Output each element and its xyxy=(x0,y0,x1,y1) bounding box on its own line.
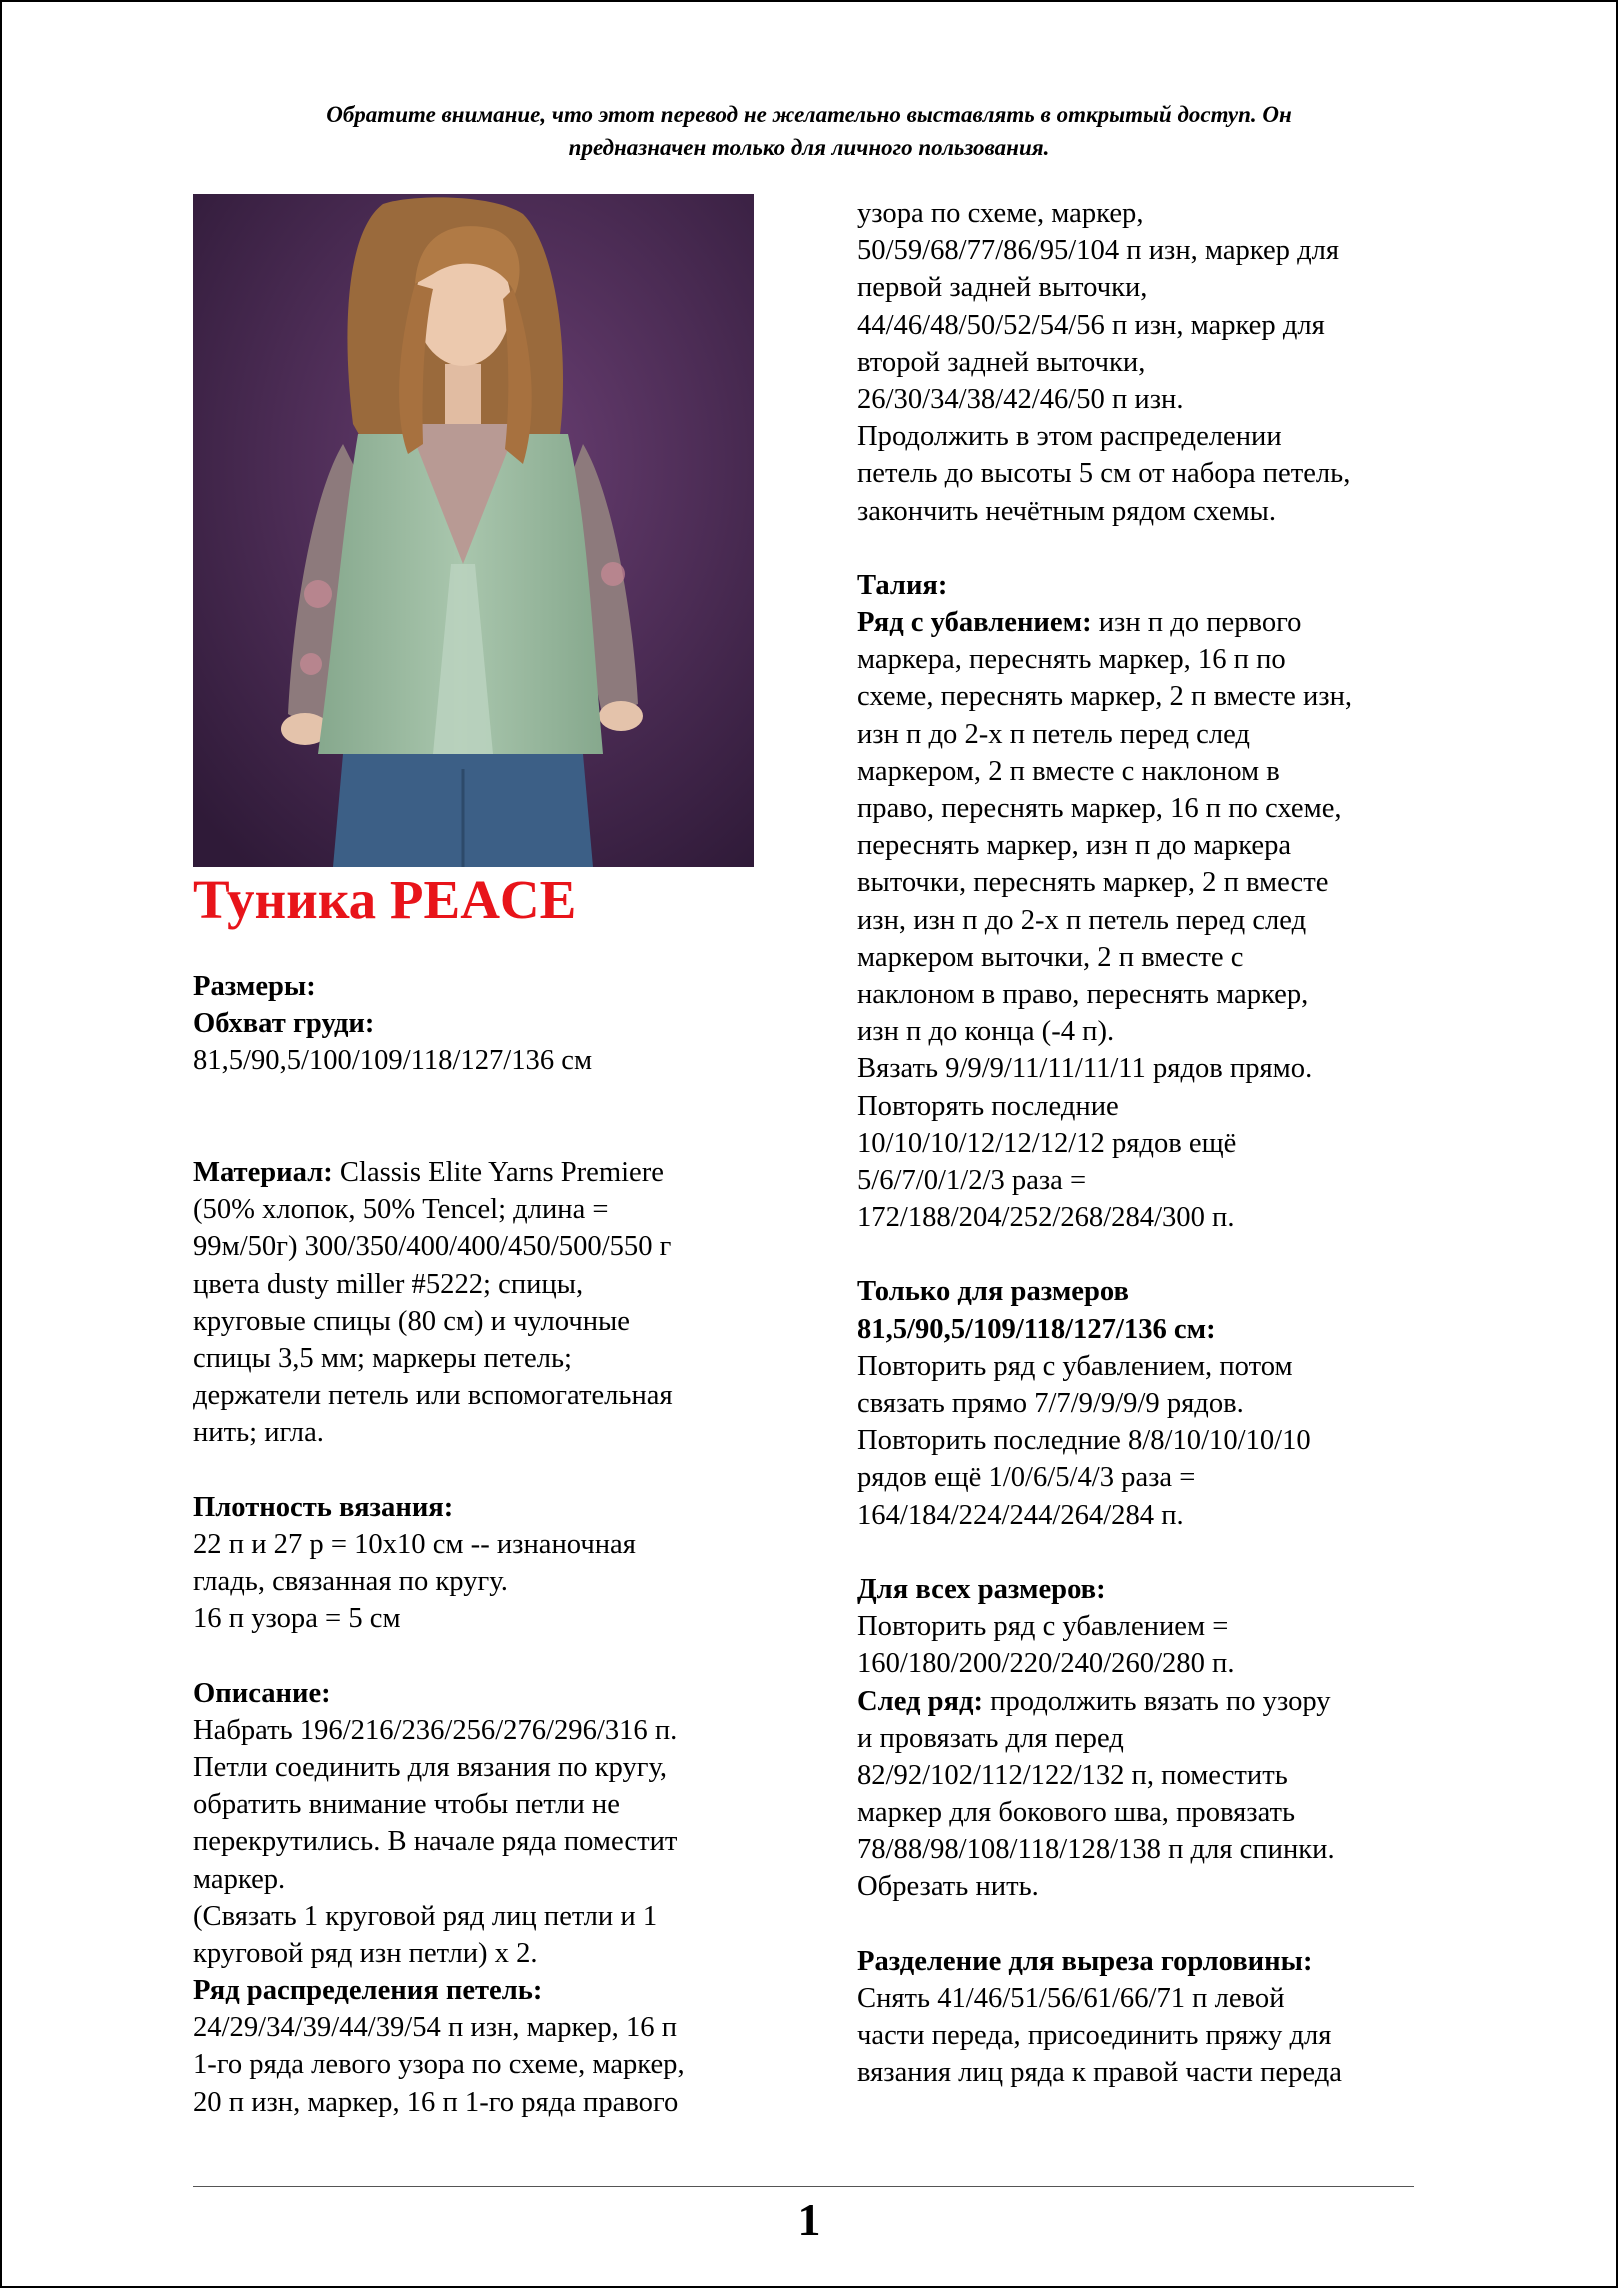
text-line xyxy=(193,1414,763,1451)
text-line xyxy=(857,1385,1437,1422)
body-text: Обрезать нить. xyxy=(857,1871,1039,1903)
body-text: 1-го ряда левого узора по схеме, маркер, xyxy=(193,2049,685,2081)
text-line xyxy=(857,1868,1437,1905)
body-text: 44/46/48/50/52/54/56 п изн, маркер для xyxy=(857,309,1325,341)
body-text: гладь, связанная по кругу. xyxy=(193,1566,508,1597)
body-text: цвета dusty miller #5222; спицы, xyxy=(193,1268,584,1300)
text-line xyxy=(193,1712,763,1749)
text-line xyxy=(193,2046,763,2083)
text-line xyxy=(857,1125,1437,1162)
text-line xyxy=(857,1683,1437,1720)
bold-heading: Ряд распределения петель: xyxy=(193,1975,543,2007)
blank-line xyxy=(857,530,1437,567)
bold-heading: Обхват груди: xyxy=(193,1008,375,1040)
body-text: маркер для бокового шва, провязать xyxy=(857,1797,1296,1829)
body-text: и провязать для перед xyxy=(857,1722,1124,1754)
text-line xyxy=(857,1311,1437,1348)
body-text: изн, изн п до 2-х п петель перед след xyxy=(857,904,1307,936)
body-text: (Связать 1 круговой ряд лиц петли и 1 xyxy=(193,1900,658,1932)
copyright-notice xyxy=(180,98,1438,164)
body-text: 78/88/98/108/118/128/138 п для спинки. xyxy=(857,1834,1335,1866)
text-line xyxy=(857,2017,1437,2054)
text-line xyxy=(193,1823,763,1860)
text-line xyxy=(193,1935,763,1972)
body-text: 24/29/34/39/44/39/54 п изн, маркер, 16 п xyxy=(193,2012,678,2044)
blank-line xyxy=(857,1534,1437,1571)
body-text: рядов ещё 1/0/6/5/4/3 раза = xyxy=(857,1462,1196,1494)
text-line xyxy=(857,307,1437,344)
text-line xyxy=(857,195,1437,232)
text-line xyxy=(193,1005,763,1042)
text-line xyxy=(857,1720,1437,1757)
text-line xyxy=(193,968,763,1005)
body-text: Classis Elite Yarns Premiere xyxy=(339,1156,664,1188)
text-line xyxy=(857,1088,1437,1125)
text-line xyxy=(193,1340,763,1377)
text-line xyxy=(193,1786,763,1823)
text-line xyxy=(193,1749,763,1786)
text-line xyxy=(857,493,1437,530)
text-line xyxy=(857,864,1437,901)
body-text: маркером выточки, 2 п вместе с xyxy=(857,941,1244,973)
text-line xyxy=(193,1303,763,1340)
text-line xyxy=(857,344,1437,381)
body-text: 5/6/7/0/1/2/3 раза = xyxy=(857,1164,1087,1196)
text-line xyxy=(857,269,1437,306)
blank-line xyxy=(193,1080,763,1117)
text-line xyxy=(857,1571,1437,1608)
bold-heading: Только для размеров xyxy=(857,1276,1129,1308)
left-text-column xyxy=(193,968,763,2121)
bold-heading: Талия: xyxy=(857,569,948,601)
text-line xyxy=(857,1497,1437,1534)
text-line xyxy=(193,1489,763,1526)
page-number: 1 xyxy=(797,2194,821,2245)
body-text: схеме, переснять маркер, 2 п вместе изн, xyxy=(857,681,1353,713)
text-line xyxy=(857,1943,1437,1980)
body-text: 99м/50г) 300/350/400/400/450/500/550 г xyxy=(193,1231,672,1263)
text-line xyxy=(857,827,1437,864)
blank-line xyxy=(193,1117,763,1154)
bold-heading: Для всех размеров: xyxy=(857,1573,1106,1605)
text-line xyxy=(857,641,1437,678)
body-text: перекрутились. В начале ряда поместит xyxy=(193,1826,678,1858)
body-text: Повторить ряд с убавлением = xyxy=(857,1611,1229,1643)
body-text: круговой ряд изн петли) x 2. xyxy=(193,1937,538,1969)
text-line xyxy=(193,2084,763,2121)
body-text: 160/180/200/220/240/260/280 п. xyxy=(857,1648,1235,1680)
body-text: спицы 3,5 мм; маркеры петель; xyxy=(193,1342,572,1374)
body-text: 164/184/224/244/264/284 п. xyxy=(857,1499,1184,1531)
body-text: части переда, присоединить пряжу для xyxy=(857,2020,1332,2052)
text-line xyxy=(193,1563,763,1600)
body-text: 172/188/204/252/268/284/300 п. xyxy=(857,1202,1235,1234)
text-line xyxy=(857,1162,1437,1199)
body-text: связать прямо 7/7/9/9/9/9 рядов. xyxy=(857,1388,1244,1419)
body-text: продолжить вязать по узору xyxy=(990,1685,1331,1717)
body-text: вязания лиц ряда к правой части переда xyxy=(857,2057,1342,2089)
text-line xyxy=(857,1831,1437,1868)
text-line xyxy=(857,1980,1437,2017)
text-line xyxy=(857,1050,1437,1087)
text-line xyxy=(857,418,1437,455)
text-line xyxy=(193,1898,763,1935)
bold-heading: 81,5/90,5/109/118/127/136 см: xyxy=(857,1313,1216,1345)
text-line xyxy=(857,902,1437,939)
body-text: 82/92/102/112/122/132 п, поместить xyxy=(857,1759,1288,1791)
body-text: петель до высоты 5 см от набора петель, xyxy=(857,458,1351,490)
body-text: Набрать 196/216/236/256/276/296/316 п. xyxy=(193,1714,678,1746)
pattern-title: Туника PEACE xyxy=(193,869,577,930)
body-text: 50/59/68/77/86/95/104 п изн, маркер для xyxy=(857,235,1340,267)
body-text: маркером, 2 п вместе с наклоном в xyxy=(857,755,1280,787)
text-line xyxy=(857,1608,1437,1645)
body-text: Продолжить в этом распределении xyxy=(857,421,1282,453)
text-line xyxy=(193,1972,763,2009)
bold-heading: След ряд: xyxy=(857,1685,991,1717)
text-line xyxy=(857,1459,1437,1496)
body-text: выточки, переснять маркер, 2 п вместе xyxy=(857,867,1329,899)
text-line xyxy=(857,716,1437,753)
blank-line xyxy=(857,1236,1437,1273)
body-text: Петли соединить для вязания по кругу, xyxy=(193,1751,668,1783)
body-text: закончить нечётным рядом схемы. xyxy=(857,495,1277,527)
blank-line xyxy=(193,1637,763,1674)
text-line xyxy=(857,753,1437,790)
bold-heading: Описание: xyxy=(193,1677,331,1709)
bold-heading: Разделение для выреза горловины: xyxy=(857,1945,1313,1977)
right-text-column xyxy=(857,195,1437,2092)
body-text: 26/30/34/38/42/46/50 п изн. xyxy=(857,383,1184,415)
body-text: (50% хлопок, 50% Tencel; длина = xyxy=(193,1194,609,1226)
text-line xyxy=(857,381,1437,418)
body-text: 16 п узора = 5 см xyxy=(193,1603,401,1635)
text-line xyxy=(193,1042,763,1079)
text-line xyxy=(857,976,1437,1013)
body-text: 22 п и 27 р = 10х10 см -- изнаночная xyxy=(193,1528,636,1560)
text-line xyxy=(857,567,1437,604)
body-text: узора по схеме, маркер, xyxy=(857,198,1144,229)
body-text: первой задней выточки, xyxy=(857,272,1148,304)
body-text: Повторить ряд с убавлением, потом xyxy=(857,1350,1293,1382)
text-line xyxy=(193,1377,763,1414)
body-text: переснять маркер, изн п до маркера xyxy=(857,830,1292,862)
body-text: Повторить последние 8/8/10/10/10/10 xyxy=(857,1425,1311,1457)
bold-heading: Размеры: xyxy=(193,971,316,1002)
body-text: обратить внимание чтобы петли не xyxy=(193,1789,620,1821)
text-line xyxy=(857,455,1437,492)
text-line xyxy=(193,1228,763,1265)
blank-line xyxy=(857,1906,1437,1943)
text-line xyxy=(857,790,1437,827)
body-text: Вязать 9/9/9/11/11/11/11 рядов прямо. xyxy=(857,1053,1313,1085)
body-text: Повторять последние xyxy=(857,1090,1119,1122)
body-text: наклоном в право, переснять маркер, xyxy=(857,978,1309,1010)
body-text: 81,5/90,5/100/109/118/127/136 см xyxy=(193,1045,593,1077)
text-line xyxy=(857,1645,1437,1682)
text-line xyxy=(857,678,1437,715)
body-text: второй задней выточки, xyxy=(857,346,1146,378)
body-text: нить; игла. xyxy=(193,1417,324,1449)
body-text: Снять 41/46/51/56/61/66/71 п левой xyxy=(857,1983,1285,2014)
body-text: право, переснять маркер, 16 п по схеме, xyxy=(857,793,1342,824)
text-line xyxy=(857,2054,1437,2091)
text-line xyxy=(857,1757,1437,1794)
text-line xyxy=(857,604,1437,641)
bold-heading: Плотность вязания: xyxy=(193,1491,454,1523)
text-line xyxy=(193,1861,763,1898)
notice-line-2: предназначен только для личного пользования. xyxy=(568,135,1050,160)
text-line xyxy=(193,1154,763,1191)
text-line xyxy=(857,1348,1437,1385)
text-line xyxy=(193,1675,763,1712)
bold-heading: Материал: xyxy=(193,1156,340,1188)
text-line xyxy=(857,1273,1437,1310)
model-photo xyxy=(193,194,754,867)
text-line xyxy=(857,1199,1437,1236)
blank-line xyxy=(193,1451,763,1488)
footer-rule xyxy=(193,2186,1414,2187)
body-text: изн п до 2-х п петель перед след xyxy=(857,718,1250,750)
body-text: маркера, переснять маркер, 16 п по xyxy=(857,644,1286,676)
text-line xyxy=(193,1191,763,1228)
text-line xyxy=(193,1526,763,1563)
bold-heading: Ряд с убавлением: xyxy=(857,607,1099,639)
body-text: изн п до первого xyxy=(1098,607,1302,639)
text-line xyxy=(193,1600,763,1637)
text-line xyxy=(857,232,1437,269)
body-text: держатели петель или вспомогательная xyxy=(193,1380,673,1412)
notice-line-1: Обратите внимание, что этот перевод не желательно выставлять в открытый доступ. Он xyxy=(326,102,1292,127)
text-line xyxy=(857,1794,1437,1831)
body-text: круговые спицы (80 см) и чулочные xyxy=(193,1305,630,1337)
body-text: 20 п изн, маркер, 16 п 1-го ряда правого xyxy=(193,2086,679,2118)
text-line xyxy=(193,1266,763,1303)
body-text: изн п до конца (-4 п). xyxy=(857,1016,1115,1048)
text-line xyxy=(857,1013,1437,1050)
body-text: 10/10/10/12/12/12/12 рядов ещё xyxy=(857,1127,1237,1159)
text-line xyxy=(193,2009,763,2046)
text-line xyxy=(857,1422,1437,1459)
body-text: маркер. xyxy=(193,1863,286,1895)
text-line xyxy=(857,939,1437,976)
